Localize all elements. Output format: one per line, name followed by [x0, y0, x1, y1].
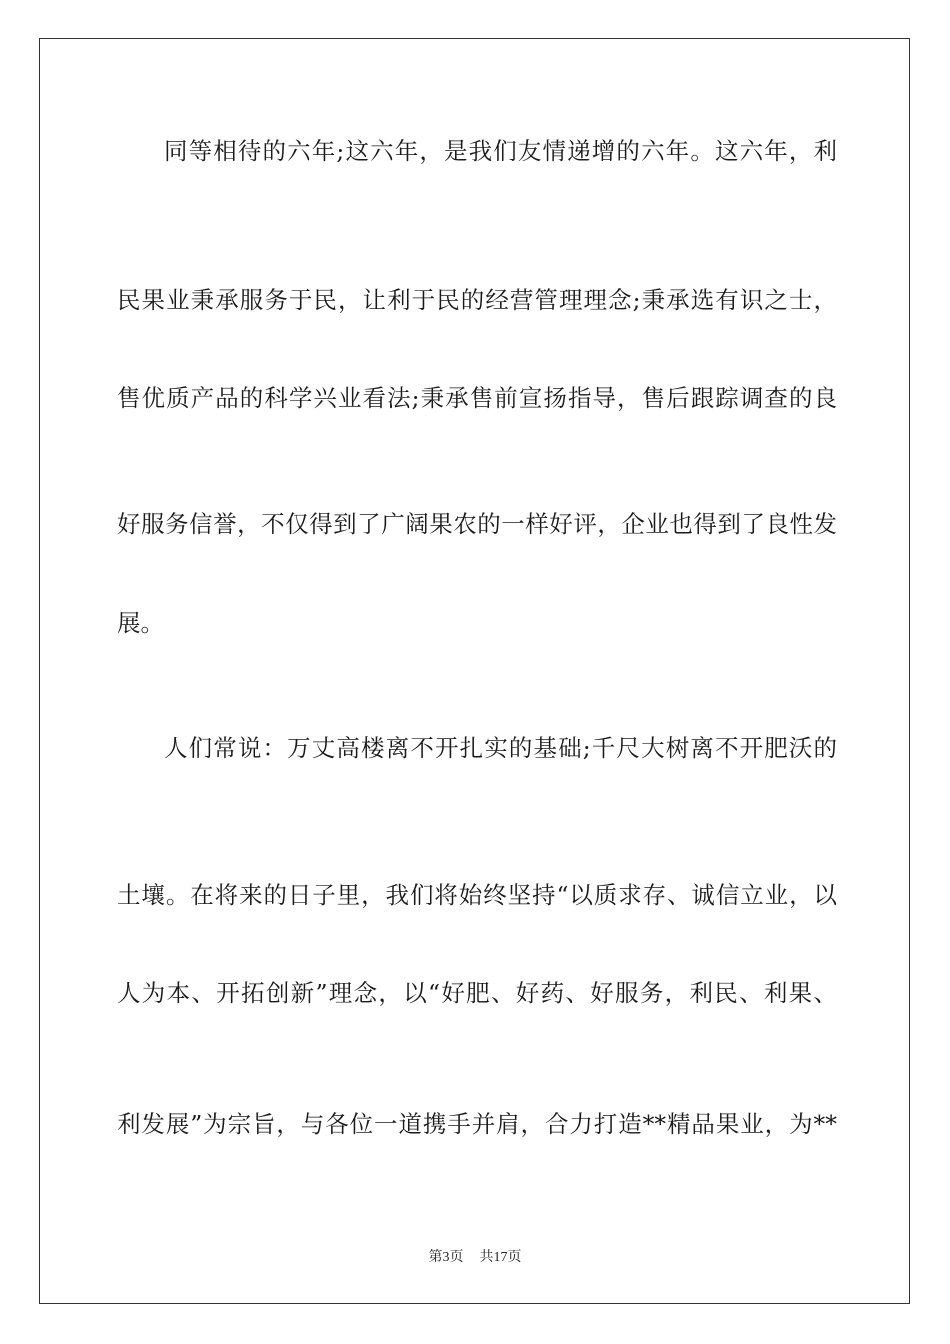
- text-line: 好服务信誉，不仅得到了广阔果农的一样好评，企业也得到了良性发: [117, 510, 837, 538]
- text-line: 售优质产品的科学兴业看法;秉承售前宣扬指导，售后跟踪调查的良: [117, 384, 837, 412]
- page-number: 第3页: [428, 1250, 464, 1265]
- page-footer: [0, 1246, 950, 1266]
- text-line: 民果业秉承服务于民，让利于民的经营管理理念;秉承选有识之士，: [117, 286, 837, 314]
- text-line: 展。: [117, 609, 164, 637]
- text-line: 同等相待的六年;这六年，是我们友情递增的六年。这六年，利: [164, 137, 837, 165]
- text-line: 土壤。在将来的日子里，我们将始终坚持“以质求存、诚信立业，以: [117, 881, 837, 909]
- page-total: 共17页: [479, 1250, 522, 1265]
- text-line: 人为本、开拓创新”理念，以“好肥、好药、好服务，利民、利果、: [117, 979, 837, 1007]
- text-line: 人们常说：万丈高楼离不开扎实的基础;千尺大树离不开肥沃的: [164, 734, 837, 762]
- text-line: 利发展”为宗旨，与各位一道携手并肩，合力打造**精品果业，为**: [117, 1110, 837, 1138]
